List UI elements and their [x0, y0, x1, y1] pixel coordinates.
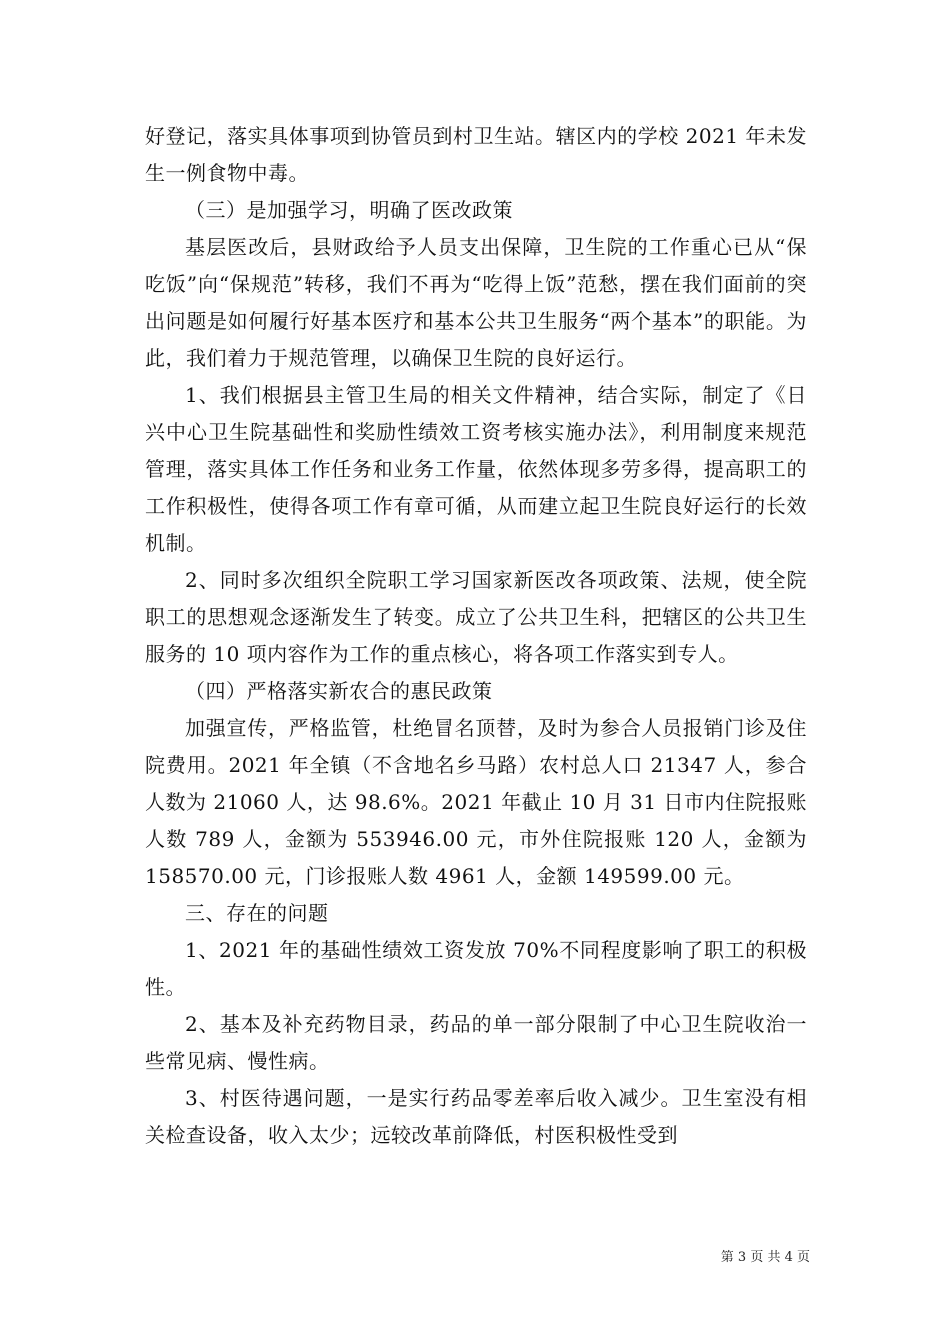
document-body [145, 118, 807, 1154]
section-heading-3: （三）是加强学习，明确了医改政策 [185, 198, 513, 222]
paragraph-problem-2: 2、基本及补充药物目录，药品的单一部分限制了中心卫生院收治一些常见病、慢性病。 [145, 1012, 807, 1073]
paragraph-problem-1: 1、2021 年的基础性绩效工资发放 70%不同程度影响了职工的积极性。 [145, 938, 807, 999]
paragraph-insurance-stats: 加强宣传，严格监管，杜绝冒名顶替，及时为参合人员报销门诊及住院费用。2021 年全镇（不含地名乡马路）农村总人口 21347 人，参合人数为 21060 人，达 98.6%。2021 年截止 10 月 31 日市内住院报账人数 789 人，金额为 553946.00 元，市外住院报账 120 人，金额为 158570.00 元，门诊报账人数 4961 人，金额 149599.00 元。 [145, 716, 807, 888]
section-heading-4: （四）严格落实新农合的惠民政策 [185, 679, 493, 703]
paragraph-continuation: 好登记，落实具体事项到协管员到村卫生站。辖区内的学校 2021 年未发生一例食物中毒。 [145, 124, 807, 185]
paragraph-problem-3: 3、村医待遇问题，一是实行药品零差率后收入减少。卫生室没有相关检查设备，收入太少；远较改革前降低，村医积极性受到 [145, 1086, 807, 1147]
paragraph-reform-intro: 基层医改后，县财政给予人员支出保障，卫生院的工作重心已从“保吃饭”向“保规范”转移，我们不再为“吃得上饭”范愁，摆在我们面前的突出问题是如何履行好基本医疗和基本公共卫生服务“两个基本”的职能。为此，我们着力于规范管理，以确保卫生院的良好运行。 [145, 235, 807, 370]
page-number: 第 3 页 共 4 页 [720, 1250, 810, 1265]
paragraph-item-1: 1、我们根据县主管卫生局的相关文件精神，结合实际，制定了《日兴中心卫生院基础性和奖励性绩效工资考核实施办法》，利用制度来规范管理，落实具体工作任务和业务工作量，依然体现多劳多得，提高职工的工作积极性，使得各项工作有章可循，从而建立起卫生院良好运行的长效机制。 [145, 383, 807, 555]
paragraph-item-2: 2、同时多次组织全院职工学习国家新医改各项政策、法规，使全院职工的思想观念逐渐发生了转变。成立了公共卫生科，把辖区的公共卫生服务的 10 项内容作为工作的重点核心，将各项工作落实到专人。 [145, 568, 807, 666]
section-heading-problems: 三、存在的问题 [185, 901, 329, 925]
